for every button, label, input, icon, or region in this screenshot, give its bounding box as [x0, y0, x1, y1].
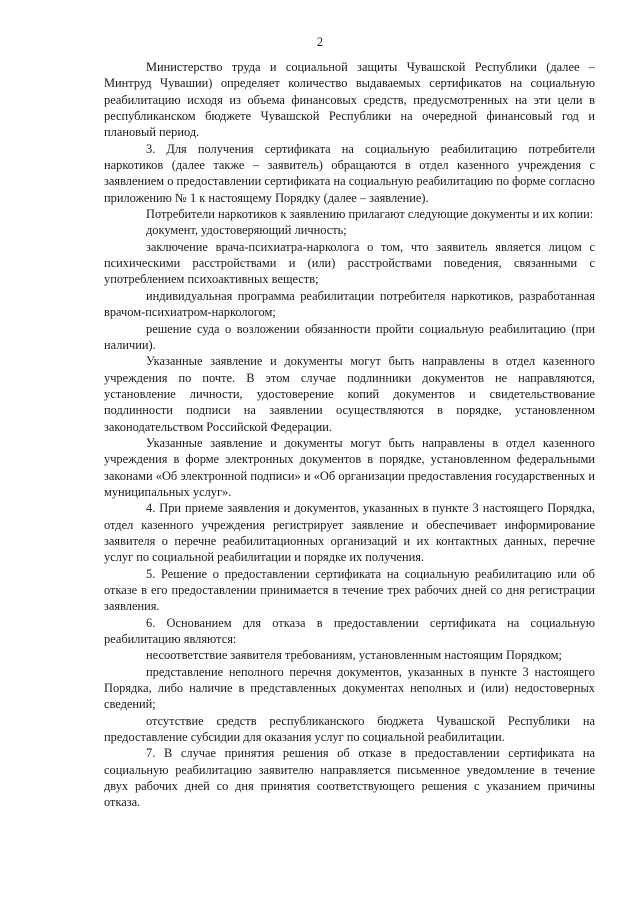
- list-item-incomplete: представление неполного перечня документов, указанных в пункте 3 настоящего Порядка, либо наличие в представленных документах неполных и (или) недостоверных сведений;: [104, 664, 595, 712]
- paragraph-item-3: 3. Для получения сертификата на социальную реабилитацию потребители наркотиков (далее также – заявитель) обращаются в отдел казенного учреждения с заявлением о предоставлении сертификата на социальную реабилитацию по форме согласно приложению № 1 к настоящему Порядку (далее – заявление).: [104, 141, 595, 205]
- paragraph-item-4: 4. При приеме заявления и документов, указанных в пункте 3 настоящего Порядка, отдел казенного учреждения регистрирует заявление и обеспечивает информирование заявителя о перечне реабилитационных организаций и их контактных данных, перечне услуг по социальной реабилитации и порядке их получения.: [104, 501, 595, 565]
- paragraph-item-7: 7. В случае принятия решения об отказе в предоставлении сертификата на социальную реабилитацию заявителю направляется письменное уведомление в течение двух рабочих дней со дня принятия соответствующего решения с указанием причины отказа.: [104, 746, 595, 810]
- paragraph-item-6: 6. Основанием для отказа в предоставлении сертификата на социальную реабилитацию являются:: [104, 615, 595, 647]
- paragraph-item-5: 5. Решение о предоставлении сертификата на социальную реабилитацию или об отказе в его предоставлении принимается в течение трех рабочих дней со дня регистрации заявления.: [104, 566, 595, 614]
- list-item-court: решение суда о возложении обязанности пройти социальную реабилитацию (при наличии).: [104, 321, 595, 352]
- document-body: [104, 59, 595, 811]
- paragraph-intro: Министерство труда и социальной защиты Чувашской Республики (далее – Минтруд Чувашии) определяет количество выдаваемых сертификатов на социальную реабилитацию исходя из объема финансовых средств, предусмотренных на эти цели в республиканском бюджете Чувашской Республики на очередной финансовый год и плановый период.: [104, 60, 595, 140]
- list-item-no-funds: отсутствие средств республиканского бюджета Чувашской Республики на предоставление субсидии для оказания услуг по социальной реабилитации.: [104, 713, 595, 745]
- list-item-identity: документ, удостоверяющий личность;: [146, 223, 347, 238]
- list-item-conclusion: заключение врача-психиатра-нарколога о том, что заявитель является лицом с психическими расстройствами и (или) расстройствами поведения, связанными с употреблением психоактивных веществ;: [104, 239, 595, 287]
- list-item-nonconformity: несоответствие заявителя требованиям, установленным настоящим Порядком;: [146, 648, 562, 663]
- paragraph-documents: Потребители наркотиков к заявлению прилагают следующие документы и их копии:: [146, 207, 594, 222]
- paragraph-post: Указанные заявление и документы могут быть направлены в отдел казенного учреждения по почте. В этом случае подлинники документов не направляются, установление личности, удостоверение копий документов и свидетельствование подлинности подписи на заявлении осуществляются в порядке, установленном законодательством Российской Федерации.: [104, 354, 595, 434]
- page-number: 2: [316, 35, 324, 49]
- list-item-program: индивидуальная программа реабилитации потребителя наркотиков, разработанная врачом-психиатром-наркологом;: [104, 288, 595, 320]
- paragraph-electronic: Указанные заявление и документы могут быть направлены в отдел казенного учреждения в форме электронных документов в порядке, установленном федеральными законами «Об электронной подписи» и «Об организации предоставления государственных и муниципальных услуг».: [104, 435, 595, 499]
